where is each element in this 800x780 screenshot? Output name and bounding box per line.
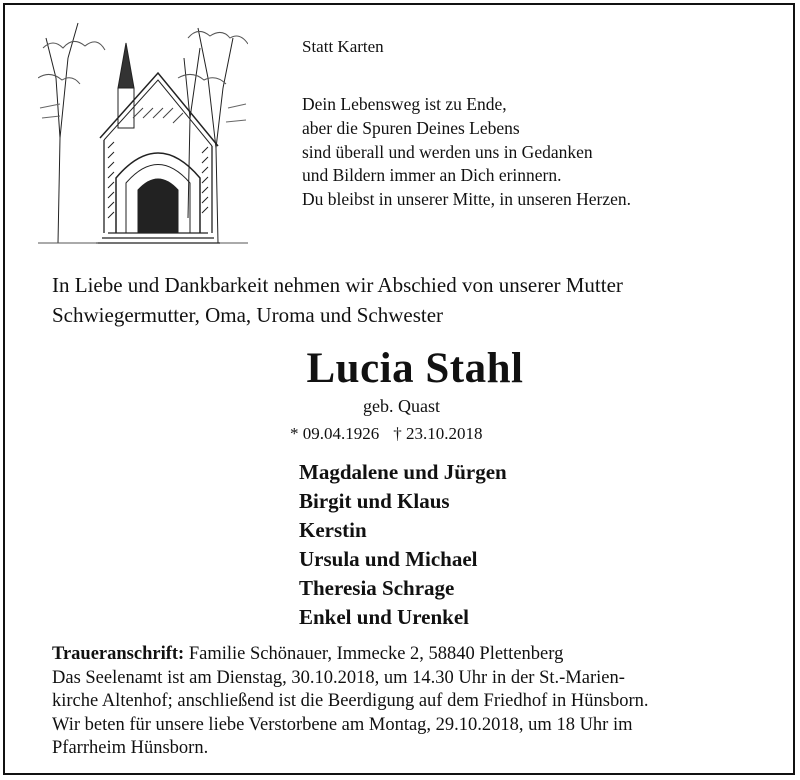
mourner: Magdalene und Jürgen [299,460,507,484]
poem-line: aber die Spuren Deines Lebens [302,117,520,138]
poem-line: Dein Lebensweg ist zu Ende, [302,94,507,114]
mourner: Enkel und Urenkel [299,605,469,629]
poem-line: Du bleibst in unserer Mitte, in unseren Herzen. [302,189,632,210]
statt-karten-label: Statt Karten [302,37,384,56]
mourner: Kerstin [299,518,367,542]
mourners-list [299,458,507,632]
mourner: Birgit und Klaus [299,489,450,513]
intro-line: Schwiegermutter, Oma, Uroma und Schwester [52,303,444,327]
poem-line: sind überall und werden uns in Gedanken [302,141,593,162]
death-date: † 23.10.2018 [393,424,483,443]
service-info [52,643,752,761]
mourner: Theresia Schrage [299,576,455,600]
intro-line: In Liebe und Dankbarkeit nehmen wir Abschied von unserer Mutter [52,273,623,297]
deceased-name: Lucia Stahl [306,345,524,392]
mourner: Ursula und Michael [299,547,478,571]
service-line: Pfarrheim Hünsborn. [52,738,209,758]
address-label: Traueranschrift: [52,644,185,664]
birth-name: geb. Quast [363,396,440,416]
service-line: kirche Altenhof; anschließend ist die Beerdigung auf dem Friedhof in Hünsborn. [52,691,649,711]
service-line: Das Seelenamt ist am Dienstag, 30.10.2018, um 14.30 Uhr in der St.-Marien- [52,667,625,688]
life-dates [290,424,483,444]
mourning-address [52,643,752,667]
poem-line: und Bildern immer an Dich erinnern. [302,165,562,186]
address-text: Familie Schönauer, Immecke 2, 58840 Plettenberg [188,644,564,664]
service-line: Wir beten für unsere liebe Verstorbene am Montag, 29.10.2018, um 18 Uhr im [52,714,633,735]
chapel-illustration [38,18,248,246]
intro-text [52,270,623,330]
birth-date: * 09.04.1926 [290,424,380,443]
poem [302,93,631,212]
